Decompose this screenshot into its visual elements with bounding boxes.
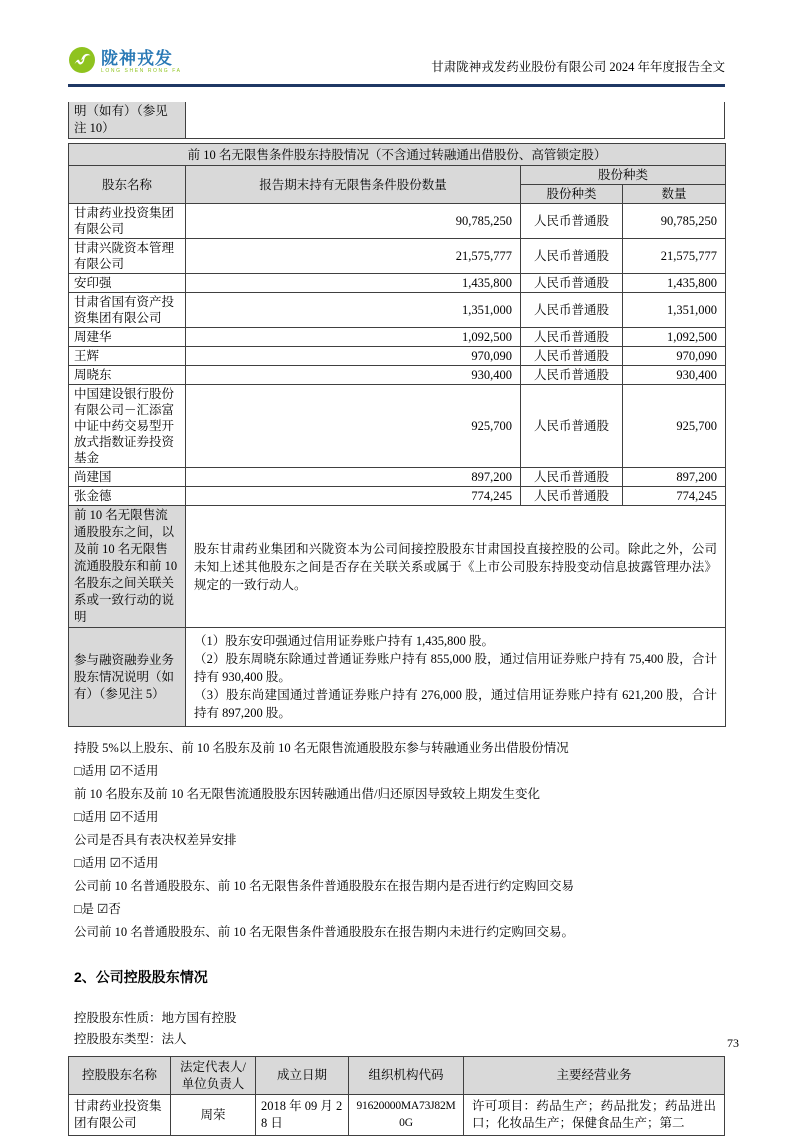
shareholder-tbody xyxy=(69,204,726,506)
col-share-type: 股份种类 xyxy=(521,185,623,204)
shareholder-name-cell: 甘肃省国有资产投资集团有限公司 xyxy=(69,293,186,328)
margin-note-line: （2）股东周晓东除通过普通证券账户持有 855,000 股，通过信用证券账户持有 75,400 股，合计持有 930,400 股。 xyxy=(194,652,718,684)
table-title: 前 10 名无限售条件股东持股情况（不含通过转融通出借股份、高管锁定股） xyxy=(69,144,726,166)
margin-note-line: （1）股东安印强通过信用证券账户持有 1,435,800 股。 xyxy=(194,634,495,648)
shareholder-name-cell: 周晓东 xyxy=(69,366,186,385)
shareholder-row xyxy=(69,385,726,468)
section-heading: 2、公司控股股东情况 xyxy=(74,969,208,985)
share-type-cell: 人民币普通股 xyxy=(521,468,623,487)
col-main-business: 主要经营业务 xyxy=(464,1057,725,1095)
unrestricted-quantity-cell: 930,400 xyxy=(186,366,521,385)
margin-note-label: 参与融资融券业务股东情况说明（如有）（参见注 5） xyxy=(69,628,186,727)
logo-bird-icon xyxy=(68,46,96,78)
unrestricted-quantity-cell: 1,435,800 xyxy=(186,274,521,293)
unrestricted-quantity-cell: 21,575,777 xyxy=(186,239,521,274)
share-type-cell: 人民币普通股 xyxy=(521,347,623,366)
controlling-shareholder-nature: 控股股东性质：地方国有控股 xyxy=(74,1011,237,1025)
shareholder-row xyxy=(69,347,726,366)
header-rule xyxy=(68,84,725,87)
margin-note-line: （3）股东尚建国通过普通证券账户持有 276,000 股，通过信用证券账户持有 621,200 股，合计持有 897,200 股。 xyxy=(194,688,718,720)
carryover-row xyxy=(69,102,725,139)
shareholder-row xyxy=(69,274,726,293)
share-count-cell: 1,092,500 xyxy=(623,328,726,347)
share-type-cell: 人民币普通股 xyxy=(521,274,623,293)
shareholder-name-cell: 尚建国 xyxy=(69,468,186,487)
main-business-cell: 许可项目：药品生产；药品批发；药品进出口；化妆品生产；保健食品生产；第二 xyxy=(464,1095,725,1136)
shareholder-row xyxy=(69,468,726,487)
share-count-cell: 930,400 xyxy=(623,366,726,385)
shareholder-name-cell: 王辉 xyxy=(69,347,186,366)
checkbox-line: □适用 ☑不适用 xyxy=(74,856,159,870)
table-title-row xyxy=(69,144,726,166)
unrestricted-quantity-cell: 970,090 xyxy=(186,347,521,366)
shareholder-row xyxy=(69,293,726,328)
checkbox-line: □适用 ☑不适用 xyxy=(74,764,159,778)
shareholder-name-cell: 甘肃药业投资集团有限公司 xyxy=(69,204,186,239)
share-count-cell: 970,090 xyxy=(623,347,726,366)
controlling-shareholder-row xyxy=(69,1095,725,1136)
share-type-cell: 人民币普通股 xyxy=(521,293,623,328)
share-count-cell: 1,351,000 xyxy=(623,293,726,328)
statement-text: 持股 5%以上股东、前 10 名股东及前 10 名无限售流通股股东参与转融通业务出借股份情况 xyxy=(74,741,569,755)
shareholder-name-cell: 安印强 xyxy=(69,274,186,293)
col-establish-date: 成立日期 xyxy=(256,1057,349,1095)
share-type-cell: 人民币普通股 xyxy=(521,204,623,239)
margin-note-row xyxy=(69,628,726,727)
shareholder-name-cell: 周建华 xyxy=(69,328,186,347)
company-logo xyxy=(68,46,182,78)
share-count-cell: 774,245 xyxy=(623,487,726,506)
share-count-cell: 90,785,250 xyxy=(623,204,726,239)
controlling-shareholder-table xyxy=(68,1056,725,1136)
share-type-cell: 人民币普通股 xyxy=(521,487,623,506)
carryover-value-cell xyxy=(186,102,725,139)
shareholder-name-cell: 张金德 xyxy=(69,487,186,506)
col-legal-rep: 法定代表人/单位负责人 xyxy=(171,1057,256,1095)
column-header-row xyxy=(69,166,726,185)
unrestricted-quantity-cell: 1,092,500 xyxy=(186,328,521,347)
share-count-cell: 21,575,777 xyxy=(623,239,726,274)
page-number: 73 xyxy=(727,1036,739,1050)
controlling-name-cell: 甘肃药业投资集团有限公司 xyxy=(69,1095,171,1136)
logo-text xyxy=(101,50,182,74)
statement-text: 公司是否具有表决权差异安排 xyxy=(74,833,237,847)
relation-note-label: 前 10 名无限售流通股股东之间，以及前 10 名无限售流通股股东和前 10 名股东之间关联关系或一致行动的说明 xyxy=(69,506,186,628)
statement-text: 前 10 名股东及前 10 名无限售流通股股东因转融通出借/归还原因导致较上期发生变化 xyxy=(74,787,540,801)
share-count-cell: 1,435,800 xyxy=(623,274,726,293)
page-content xyxy=(68,0,725,1136)
logo-text-cn: 陇神戎发 xyxy=(101,49,173,68)
checkbox-line: □是 ☑否 xyxy=(74,902,121,916)
report-title: 甘肃陇神戎发药业股份有限公司 2024 年年度报告全文 xyxy=(431,60,725,74)
page-header xyxy=(68,46,725,78)
establish-date-cell: 2018 年 09 月 28 日 xyxy=(256,1095,349,1136)
unrestricted-quantity-cell: 90,785,250 xyxy=(186,204,521,239)
unrestricted-quantity-cell: 774,245 xyxy=(186,487,521,506)
shareholder-row xyxy=(69,487,726,506)
relation-note-row xyxy=(69,506,726,628)
shareholder-row xyxy=(69,204,726,239)
share-type-cell: 人民币普通股 xyxy=(521,366,623,385)
shareholder-row xyxy=(69,239,726,274)
statement-text: 公司前 10 名普通股股东、前 10 名无限售条件普通股股东在报告期内是否进行约定购回交易 xyxy=(74,879,575,893)
shareholder-name-cell: 甘肃兴陇资本管理有限公司 xyxy=(69,239,186,274)
unrestricted-quantity-cell: 1,351,000 xyxy=(186,293,521,328)
carryover-label-cell: 明（如有）（参见注 10） xyxy=(69,102,186,139)
controlling-shareholder-type: 控股股东类型：法人 xyxy=(74,1032,187,1046)
col-org-code: 组织机构代码 xyxy=(349,1057,464,1095)
legal-rep-cell: 周荣 xyxy=(171,1095,256,1136)
col-controlling-name: 控股股东名称 xyxy=(69,1057,171,1095)
col-share-count: 数量 xyxy=(623,185,726,204)
shareholder-row xyxy=(69,366,726,385)
share-count-cell: 925,700 xyxy=(623,385,726,468)
relation-note-content: 股东甘肃药业集团和兴陇资本为公司间接控股股东甘肃国投直接控股的公司。除此之外，公司未知上述其他股东之间是否存在关联关系或属于《上市公司股东持股变动信息披露管理办法》规定的一致行动人。 xyxy=(186,506,726,628)
col-share-type-group: 股份种类 xyxy=(521,166,726,185)
controlling-header-row xyxy=(69,1057,725,1095)
org-code-cell: 91620000MA73J82M0G xyxy=(349,1095,464,1136)
col-unrestricted-quantity: 报告期末持有无限售条件股份数量 xyxy=(186,166,521,204)
statements-block xyxy=(68,740,725,940)
col-shareholder-name: 股东名称 xyxy=(69,166,186,204)
shareholder-row xyxy=(69,328,726,347)
unrestricted-shareholders-table xyxy=(68,143,726,727)
share-type-cell: 人民币普通股 xyxy=(521,328,623,347)
statement-text: 公司前 10 名普通股股东、前 10 名无限售条件普通股股东在报告期内未进行约定购回交易。 xyxy=(74,925,575,939)
share-count-cell: 897,200 xyxy=(623,468,726,487)
logo-text-en: LONG SHEN RONG FA xyxy=(101,68,182,74)
share-type-cell: 人民币普通股 xyxy=(521,239,623,274)
checkbox-line: □适用 ☑不适用 xyxy=(74,810,159,824)
carryover-table xyxy=(68,102,725,139)
unrestricted-quantity-cell: 925,700 xyxy=(186,385,521,468)
share-type-cell: 人民币普通股 xyxy=(521,385,623,468)
unrestricted-quantity-cell: 897,200 xyxy=(186,468,521,487)
controlling-shareholder-info xyxy=(68,1008,725,1050)
margin-note-content xyxy=(186,628,726,727)
shareholder-name-cell: 中国建设银行股份有限公司－汇添富中证中药交易型开放式指数证券投资基金 xyxy=(69,385,186,468)
